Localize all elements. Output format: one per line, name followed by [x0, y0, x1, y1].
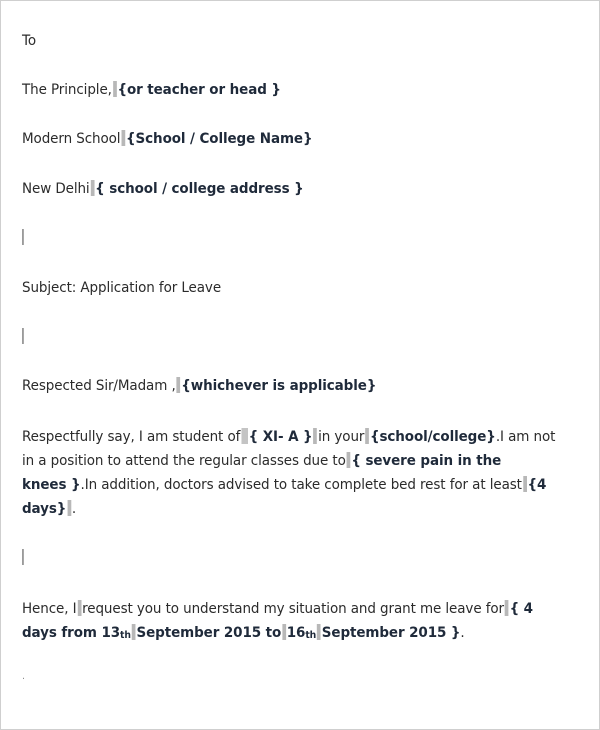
field-marker	[347, 452, 351, 468]
trailing-dot: .	[22, 671, 25, 682]
school-hint: {School / College Name}	[126, 131, 313, 147]
principal-line	[22, 78, 281, 102]
paragraph-row	[22, 449, 578, 473]
field-marker	[91, 180, 95, 196]
field-marker	[113, 81, 117, 97]
leave-period-hint: days from 13	[22, 625, 121, 641]
paragraph-row	[22, 621, 578, 645]
address-text: New Delhi	[22, 181, 90, 197]
paragraph-row	[22, 425, 578, 449]
days-hint: {4	[527, 477, 547, 493]
salutation-hint: {whichever is applicable}	[181, 378, 377, 394]
days-hint: days}	[22, 501, 67, 517]
text-cursor-marker	[22, 229, 24, 245]
body-text: Hence, I	[22, 601, 77, 617]
body-text: in a position to attend the regular classes due to	[22, 453, 346, 469]
body-paragraph-2	[22, 597, 578, 645]
body-text: .	[460, 625, 465, 641]
field-marker	[282, 624, 286, 640]
field-marker	[505, 600, 509, 616]
body-text: request you to understand my situation and grant me leave for	[82, 601, 504, 617]
body-text: .	[71, 501, 77, 517]
leave-period-hint: September 2015 }	[321, 625, 461, 641]
school-line	[22, 127, 312, 151]
leave-period-hint: { 4	[509, 601, 533, 617]
paragraph-row	[22, 473, 578, 497]
to-line	[22, 29, 36, 53]
field-marker	[313, 428, 317, 444]
empty-line-1	[22, 229, 24, 253]
field-marker	[317, 624, 321, 640]
salutation-text: Respected Sir/Madam ,	[22, 378, 176, 394]
reason-hint: knees }	[22, 477, 81, 493]
institution-hint: {school/college}	[369, 429, 496, 445]
empty-line-2	[22, 328, 24, 352]
field-marker	[365, 428, 369, 444]
field-marker	[177, 377, 181, 393]
address-hint: { school / college address }	[95, 181, 304, 197]
address-line	[22, 177, 304, 201]
field-marker	[132, 624, 136, 640]
subject-text: Subject: Application for Leave	[22, 280, 222, 296]
field-marker	[523, 476, 527, 492]
text-cursor-marker	[22, 549, 24, 565]
empty-line-3	[22, 549, 24, 573]
subject-line	[22, 276, 221, 300]
text-cursor-marker	[22, 328, 24, 344]
field-marker	[67, 500, 71, 516]
field-marker	[77, 600, 81, 616]
trailing-mark	[22, 665, 25, 689]
body-text: .In addition, doctors advised to take complete bed rest for at least	[80, 477, 522, 493]
leave-period-hint: September 2015 to	[136, 625, 282, 641]
reason-hint: { severe pain in the	[351, 453, 502, 469]
field-marker	[241, 428, 248, 444]
to-text: To	[22, 33, 37, 49]
ordinal-suffix: th	[305, 630, 317, 641]
body-text: Respectfully say, I am student of	[22, 429, 241, 445]
body-text: .I am not	[495, 429, 556, 445]
school-text: Modern School	[22, 131, 121, 147]
salutation-line	[22, 374, 376, 398]
body-text: in your	[318, 429, 365, 445]
paragraph-row	[22, 497, 578, 521]
class-hint: { XI- A }	[248, 429, 313, 445]
ordinal-suffix: th	[120, 630, 131, 641]
principal-text: The Principle,	[22, 82, 112, 98]
leave-period-hint: 16	[286, 625, 306, 641]
body-paragraph-1	[22, 425, 578, 521]
principal-hint: {or teacher or head }	[117, 82, 281, 98]
paragraph-row	[22, 597, 578, 621]
field-marker	[121, 130, 125, 146]
